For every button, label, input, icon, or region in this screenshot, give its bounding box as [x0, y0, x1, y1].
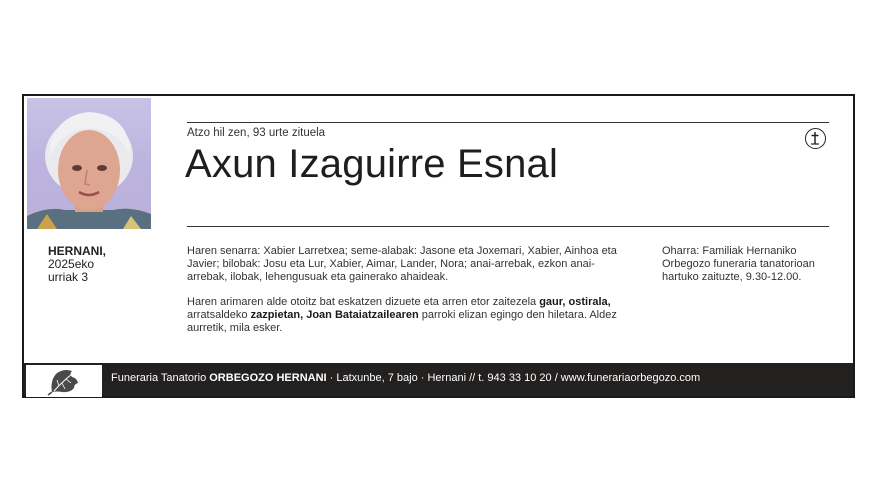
- death-subtitle: Atzo hil zen, 93 urte zituela: [187, 127, 326, 139]
- prayer-text-1: Haren arimaren alde otoitz bat eskatzen dizuete eta arren etor zaitezela: [187, 296, 540, 308]
- place-date: [48, 245, 106, 284]
- date-line-2: urriak 3: [48, 270, 89, 284]
- prayer-text-3: parroki elizan egingo den hiletara. Aldez aurretik, mila esker.: [187, 309, 617, 334]
- obituary-card: [22, 94, 855, 398]
- date-line-1: 2025eko: [48, 257, 95, 271]
- cross-icon: [805, 128, 826, 149]
- note-paragraph: Oharra: Familiak Hernaniko Orbegozo funeraria tanatorioan hartuko zaituzte, 9.30-12.00.: [662, 245, 815, 283]
- footer-text: [111, 372, 700, 384]
- middle-rule: [187, 226, 829, 227]
- footer-brand: ORBEGOZO HERNANI: [209, 372, 327, 384]
- prayer-bold-1: gaur, ostirala,: [539, 296, 611, 308]
- prayer-text-2: arratsaldeko: [187, 309, 251, 321]
- deceased-name: Axun Izaguirre Esnal: [185, 142, 559, 186]
- family-paragraph: Haren senarra: Xabier Larretxea; seme-alabak: Jasone eta Joxemari, Xabier, Ainhoa eta Javier; bilobak: Josu eta Lur, Xabier, Aimar, Lander, Nora; anai-arrebak, ezkon anai-arrebak, ilobak, lehengusuak eta gainerako ahaideak.: [187, 245, 617, 283]
- top-rule: [187, 122, 829, 123]
- place-name: HERNANI,: [48, 244, 107, 258]
- portrait-photo: [27, 98, 151, 229]
- footer-prefix: Funeraria Tanatorio: [111, 372, 210, 384]
- leaf-logo-icon: [26, 365, 102, 397]
- prayer-bold-2: zazpietan, Joan Bataiatzailearen: [250, 309, 419, 321]
- footer-bar: [24, 363, 853, 396]
- footer-details: · Latxunbe, 7 bajo · Hernani // t. 943 33 10 20 / www.funerariaorbegozo.com: [326, 372, 701, 384]
- prayer-paragraph: [187, 296, 627, 335]
